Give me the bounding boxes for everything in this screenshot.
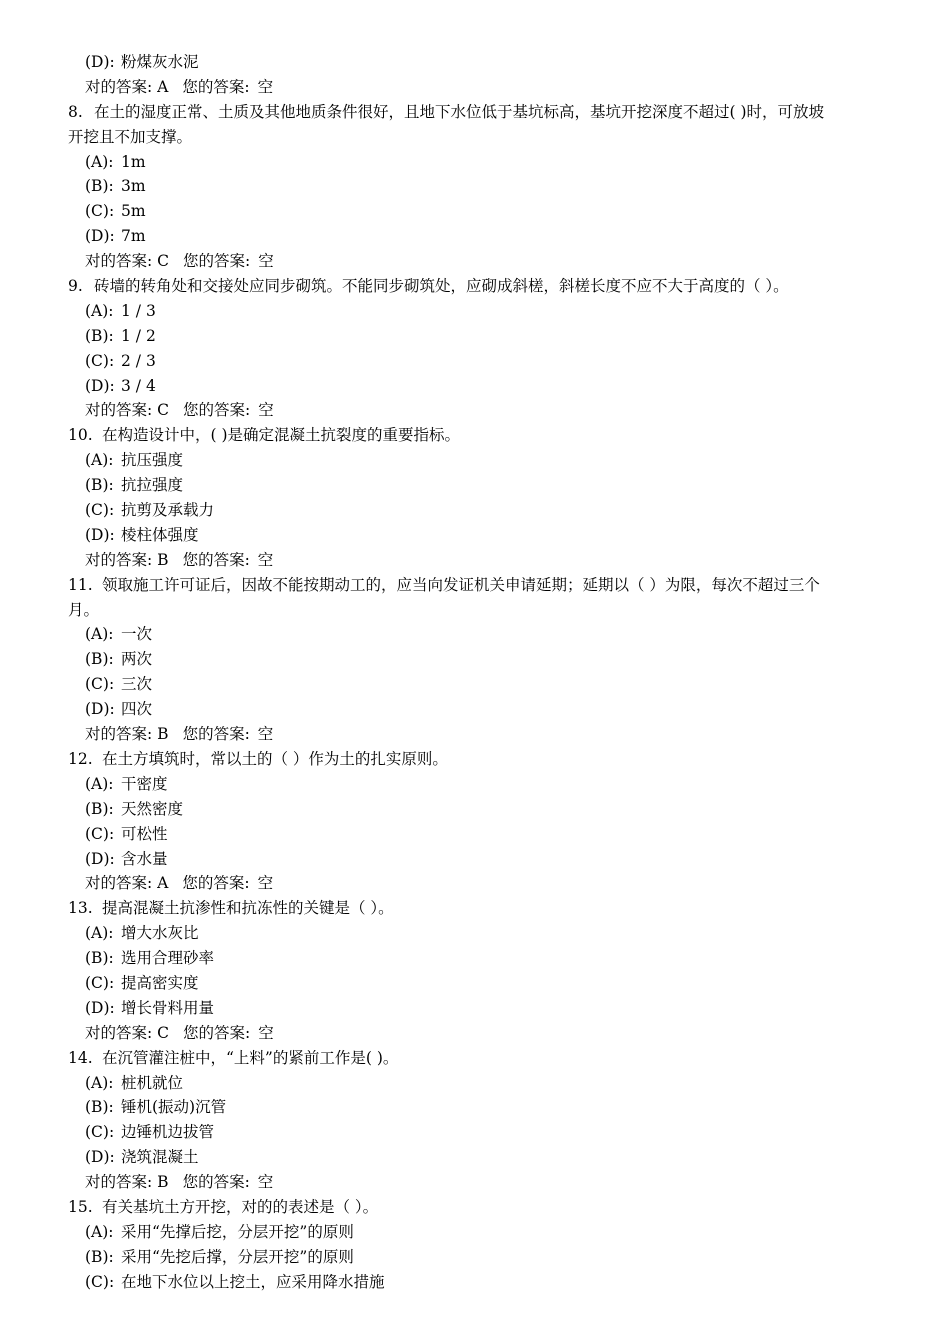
your-answer-value: 空 (257, 874, 274, 893)
option-key: (A): (85, 625, 114, 644)
question-text: 在沉管灌注桩中，“上料”的紧前工作是( )。 (102, 1048, 399, 1067)
question-text: 在土的湿度正常、土质及其他地质条件很好，且地下水位低于基坑标高，基坑开挖深度不超过( )时，可放坡 (94, 102, 825, 121)
option-text: 两次 (121, 650, 153, 669)
question-number: 10. (68, 426, 93, 445)
correct-answer-label: 对的答案: (85, 874, 153, 893)
answer-line (0, 548, 950, 573)
correct-answer-label: 对的答案: (85, 725, 153, 744)
option-b (0, 1095, 950, 1120)
option-key: (D): (85, 849, 115, 868)
answer-line (0, 1170, 950, 1195)
option-text: 抗压强度 (121, 451, 184, 470)
option-text: 含水量 (121, 849, 168, 868)
correct-answer-label: 对的答案: (85, 1023, 153, 1042)
option-d (0, 996, 950, 1021)
your-answer-value: 空 (257, 1173, 274, 1192)
correct-answer-label: 对的答案: (85, 1173, 153, 1192)
question-number: 14. (68, 1048, 93, 1067)
question-number: 9. (68, 277, 83, 296)
option-text: 一次 (121, 625, 153, 644)
question-text: 领取施工许可证后，因故不能按期动工的，应当向发证机关申请延期；延期以（ ）为限，每次不超过三个 (102, 575, 820, 594)
option-c (0, 349, 950, 374)
option-key: (C): (85, 675, 115, 694)
option-key: (C): (85, 1123, 115, 1142)
answer-line (0, 722, 950, 747)
option-key: (A): (85, 301, 114, 320)
question-number: 11. (68, 575, 93, 594)
option-d (0, 697, 950, 722)
question-15 (0, 1195, 950, 1220)
option-key: (A): (85, 152, 114, 171)
question-text-continued: 月。 (68, 600, 100, 619)
your-answer-label: 您的答案: (182, 77, 250, 96)
option-d (0, 1145, 950, 1170)
option-key: (D): (85, 1148, 115, 1167)
correct-answer-value: A (157, 77, 169, 96)
option-text: 四次 (121, 700, 153, 719)
option-text: 增长骨料用量 (121, 998, 215, 1017)
option-text: 增大水灰比 (121, 924, 199, 943)
option-text: 粉煤灰水泥 (121, 53, 199, 71)
option-key: (B): (85, 1098, 114, 1117)
correct-answer-value: A (157, 874, 169, 893)
option-key: (D): (85, 376, 115, 395)
your-answer-value: 空 (258, 401, 274, 420)
option-c (0, 199, 950, 224)
your-answer-label: 您的答案: (183, 252, 251, 271)
your-answer-value: 空 (257, 550, 274, 569)
option-b (0, 647, 950, 672)
option-key: (A): (85, 924, 114, 943)
option-text: 锤机(振动)沉管 (121, 1098, 227, 1117)
option-a (0, 299, 950, 324)
option-key: (C): (85, 824, 115, 843)
option-text: 采用“先撑后挖，分层开挖”的原则 (121, 1222, 354, 1241)
answer-line (0, 871, 950, 896)
question-8 (0, 100, 950, 125)
option-key: (A): (85, 1073, 114, 1092)
question-12 (0, 747, 950, 772)
answer-line (0, 1021, 950, 1046)
question-number: 13. (68, 899, 93, 918)
option-a (0, 921, 950, 946)
option-text: 抗拉强度 (121, 476, 184, 495)
your-answer-label: 您的答案: (182, 725, 250, 744)
option-c (0, 672, 950, 697)
option-key: (C): (85, 202, 115, 221)
correct-answer-label: 对的答案: (85, 77, 153, 96)
option-key: (D): (85, 525, 115, 544)
option-text: 选用合理砂率 (121, 949, 215, 968)
option-a (0, 1220, 950, 1245)
option-b (0, 324, 950, 349)
option-text: 提高密实度 (121, 973, 199, 992)
your-answer-label: 您的答案: (182, 550, 250, 569)
option-a (0, 772, 950, 797)
option-text: 采用“先挖后撑，分层开挖”的原则 (121, 1247, 354, 1266)
option-b (0, 946, 950, 971)
option-text: 2 / 3 (121, 351, 156, 370)
question-14 (0, 1046, 950, 1071)
option-key: (C): (85, 351, 115, 370)
option-key: (D): (85, 998, 115, 1017)
option-key: (B): (85, 177, 114, 196)
question-13 (0, 896, 950, 921)
option-b (0, 174, 950, 199)
question-text: 砖墙的转角处和交接处应同步砌筑。不能同步砌筑处，应砌成斜槎，斜槎长度不应不大于高度的（ ）。 (94, 277, 789, 296)
option-d (0, 523, 950, 548)
correct-answer-value: B (157, 550, 169, 569)
option-b (0, 797, 950, 822)
your-answer-value: 空 (257, 77, 274, 96)
option-text: 1m (121, 152, 146, 171)
correct-answer-label: 对的答案: (85, 401, 153, 420)
your-answer-label: 您的答案: (183, 401, 251, 420)
question-number: 12. (68, 749, 93, 768)
option-text: 可松性 (121, 824, 168, 843)
option-text: 3m (121, 177, 146, 196)
option-key: (B): (85, 650, 114, 669)
option-a (0, 448, 950, 473)
option-c (0, 498, 950, 523)
option-c (0, 1120, 950, 1145)
your-answer-value: 空 (258, 252, 274, 271)
your-answer-value: 空 (257, 725, 274, 744)
option-b (0, 1245, 950, 1270)
option-text: 干密度 (121, 774, 168, 793)
question-number: 15. (68, 1197, 93, 1216)
option-d (0, 847, 950, 872)
option-key: (A): (85, 774, 114, 793)
option-c (0, 1270, 950, 1295)
correct-answer-value: B (157, 725, 169, 744)
question-text: 在土方填筑时，常以土的（ ）作为土的扎实原则。 (102, 749, 448, 768)
option-key: (A): (85, 451, 114, 470)
answer-line (0, 249, 950, 274)
option-text: 边锤机边拔管 (121, 1123, 215, 1142)
correct-answer-value: C (157, 401, 170, 420)
option-key: (C): (85, 501, 115, 520)
option-key: (C): (85, 973, 115, 992)
option-d (0, 224, 950, 249)
option-text: 桩机就位 (121, 1073, 184, 1092)
option-text: 三次 (121, 675, 153, 694)
correct-answer-value: C (157, 252, 170, 271)
option-text: 7m (121, 227, 146, 246)
correct-answer-value: C (157, 1023, 170, 1042)
question-text: 有关基坑土方开挖，对的的表述是（ ）。 (102, 1197, 379, 1216)
correct-answer-label: 对的答案: (85, 252, 153, 271)
option-key: (D): (85, 700, 115, 719)
option-a (0, 622, 950, 647)
option-key: (B): (85, 1247, 114, 1266)
option-text: 3 / 4 (121, 376, 156, 395)
option-key: (B): (85, 949, 114, 968)
option-text: 棱柱体强度 (121, 525, 199, 544)
option-d (0, 374, 950, 399)
question-9 (0, 274, 950, 299)
option-text: 1 / 3 (121, 301, 156, 320)
correct-answer-value: B (157, 1173, 169, 1192)
question-text-continued: 开挖且不加支撑。 (68, 127, 193, 146)
option-key: (B): (85, 476, 114, 495)
correct-answer-label: 对的答案: (85, 550, 153, 569)
your-answer-label: 您的答案: (183, 1023, 251, 1042)
option-key: (D): (85, 53, 115, 71)
option-key: (A): (85, 1222, 114, 1241)
option-a (0, 150, 950, 175)
option-a (0, 1071, 950, 1096)
option-c (0, 971, 950, 996)
option-text: 浇筑混凝土 (121, 1148, 199, 1167)
option-text: 5m (121, 202, 146, 221)
option-text: 抗剪及承载力 (121, 501, 215, 520)
answer-line (0, 75, 950, 100)
option-text: 1 / 2 (121, 326, 156, 345)
option-key: (D): (85, 227, 115, 246)
option-b (0, 473, 950, 498)
question-number: 8. (68, 102, 83, 121)
option-key: (B): (85, 326, 114, 345)
your-answer-label: 您的答案: (182, 1173, 250, 1192)
document-page (0, 50, 950, 1295)
option-text: 在地下水位以上挖土，应采用降水措施 (121, 1272, 385, 1291)
your-answer-value: 空 (258, 1023, 274, 1042)
option-d (0, 50, 950, 75)
option-key: (B): (85, 799, 114, 818)
option-c (0, 822, 950, 847)
option-key: (C): (85, 1272, 115, 1291)
option-text: 天然密度 (121, 799, 184, 818)
question-11 (0, 573, 950, 598)
question-10 (0, 423, 950, 448)
question-text: 提高混凝土抗渗性和抗冻性的关键是（ ）。 (102, 899, 394, 918)
your-answer-label: 您的答案: (182, 874, 250, 893)
answer-line (0, 398, 950, 423)
question-text: 在构造设计中，( )是确定混凝土抗裂度的重要指标。 (102, 426, 461, 445)
